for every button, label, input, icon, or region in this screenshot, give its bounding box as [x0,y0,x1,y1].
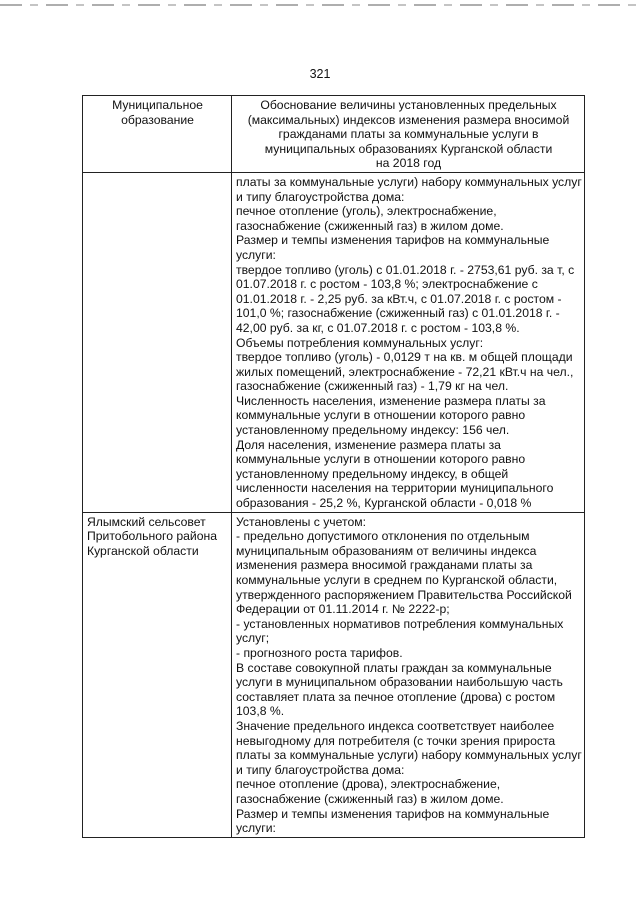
justification-text-line: численности населения на территории муниципального [236,481,554,496]
justification-text-line: Объемы потребления коммунальных услуг: [236,335,484,350]
header-justification-line: Обоснование величины установленных предельных [260,98,557,112]
header-municipality-line: образование [121,112,194,127]
justification-text-line: печное отопление (дрова), электроснабжение, [236,777,501,792]
header-justification-line: на 2018 год [375,156,442,171]
justification-text-line: установленному предельному индексу, в общей [236,466,509,481]
justification-text-line: 01.07.2018 г. с ростом - 103,8 %; электроснабжение с [236,277,538,292]
justification-text-line: установленному предельному индексу: 156 чел. [236,423,510,438]
justification-text-line: газоснабжение (сжиженный газ) - 1,79 кг на чел. [236,379,509,394]
justification-text-line: услуги: [236,247,276,262]
header-justification-cell [232,96,585,173]
justification-text-line: и типу благоустройства дома: [236,762,405,777]
justification-text-line: невыгодному для потребителя (с точки зрения прироста [236,733,556,748]
justification-text-line: 101,0 %; газоснабжение (сжиженный газ) с 01.01.2018 г. - [236,306,560,321]
justification-text-line: изменения размера вносимой гражданами платы за [236,558,533,573]
justification-text-line: и типу благоустройства дома: [236,189,405,204]
justification-text-line: 103,8 %. [236,704,285,719]
table-row [83,172,585,512]
scan-edge-artifact [0,4,640,6]
justification-text-line: Численность населения, изменение размера платы за [236,393,546,408]
justification-text-line: утвержденного распоряжением Правительства Российской [236,587,572,602]
justification-text-line: В составе совокупной платы граждан за коммунальные [236,660,552,675]
justification-text-line: коммунальные услуги в отношении которого равно [236,408,526,423]
table-row [83,512,585,837]
justification-text-line: Установлены с учетом: [236,514,366,529]
justification-text-line: твердое топливо (уголь) с 01.01.2018 г. - 2753,61 руб. за т, с [236,262,575,277]
municipality-name-line: Притобольного района [87,529,218,544]
page-number: 321 [309,67,331,81]
justification-text-line: услуги: [236,821,276,836]
justification-text-line: услуг; [236,631,270,646]
justification-cell [232,512,585,837]
justification-text-line: - установленных нормативов потребления коммунальных [236,616,564,631]
justification-text-line: коммунальные услуги в отношении которого равно [236,452,526,467]
justification-text-line: жилых помещений, электроснабжение - 72,21 кВт.ч на чел., [236,364,574,379]
justification-text-line: газоснабжение (сжиженный газ) в жилом доме. [236,791,504,806]
header-justification-line: (максимальных) индексов изменения размера вносимой [247,112,570,127]
justification-text-line: твердое топливо (уголь) - 0,0129 т на кв. м общей площади [236,350,573,365]
justification-text-line: образования - 25,2 %, Курганской области - 0,018 % [236,496,532,511]
header-municipality-cell [83,96,232,173]
header-municipality-line: Муниципальное [112,98,203,112]
municipality-cell [83,512,232,837]
justification-text-line: газоснабжение (сжиженный газ) в жилом доме. [236,218,504,233]
table-header-row [83,96,585,173]
justification-text-line: - предельно допустимого отклонения по отдельным [236,529,530,544]
justification-text-line: Размер и темпы изменения тарифов на коммунальные [236,806,550,821]
justification-text-line: составляет плата за печное отопление (дрова) с ростом [236,689,556,704]
header-justification-line: гражданами платы за коммунальные услуги в [278,127,539,142]
justification-text-line: печное отопление (уголь), электроснабжение, [236,204,497,219]
justification-text-line: коммунальные услуги в среднем по Курганской области, [236,573,558,587]
justification-text-line: Значение предельного индекса соответствует наиболее [236,718,555,733]
justification-text-line: Размер и темпы изменения тарифов на коммунальные [236,233,550,248]
justification-text-line: Доля населения, изменение размера платы за [236,437,501,452]
justification-text-line: 42,00 руб. за кг, с 01.07.2018 г. с ростом - 103,8 %. [236,320,520,335]
header-justification-line: муниципальных образованиях Курганской области [264,141,553,156]
justification-text-line: Федерации от 01.11.2014 г. № 2222-р; [236,602,450,617]
justification-text-line: услуги в муниципальном образовании наибольшую часть [236,675,563,690]
municipality-name-line: Ялымский сельсовет [87,514,206,529]
justification-text-line: платы за коммунальные услуги) набору коммунальных услуг [236,174,582,189]
municipality-cell [83,172,232,512]
justification-text-line: муниципальным образованиям от величины индекса [236,543,537,558]
justification-cell [232,172,585,512]
justification-text-line: - прогнозного роста тарифов. [236,645,403,660]
municipality-name-line: Курганской области [87,543,199,558]
tariff-justification-table [82,95,585,838]
justification-text-line: 01.01.2018 г. - 2,25 руб. за кВт.ч, с 01.07.2018 г. с ростом - [236,291,562,306]
justification-text-line: платы за коммунальные услуги) набору коммунальных услуг [236,748,582,763]
